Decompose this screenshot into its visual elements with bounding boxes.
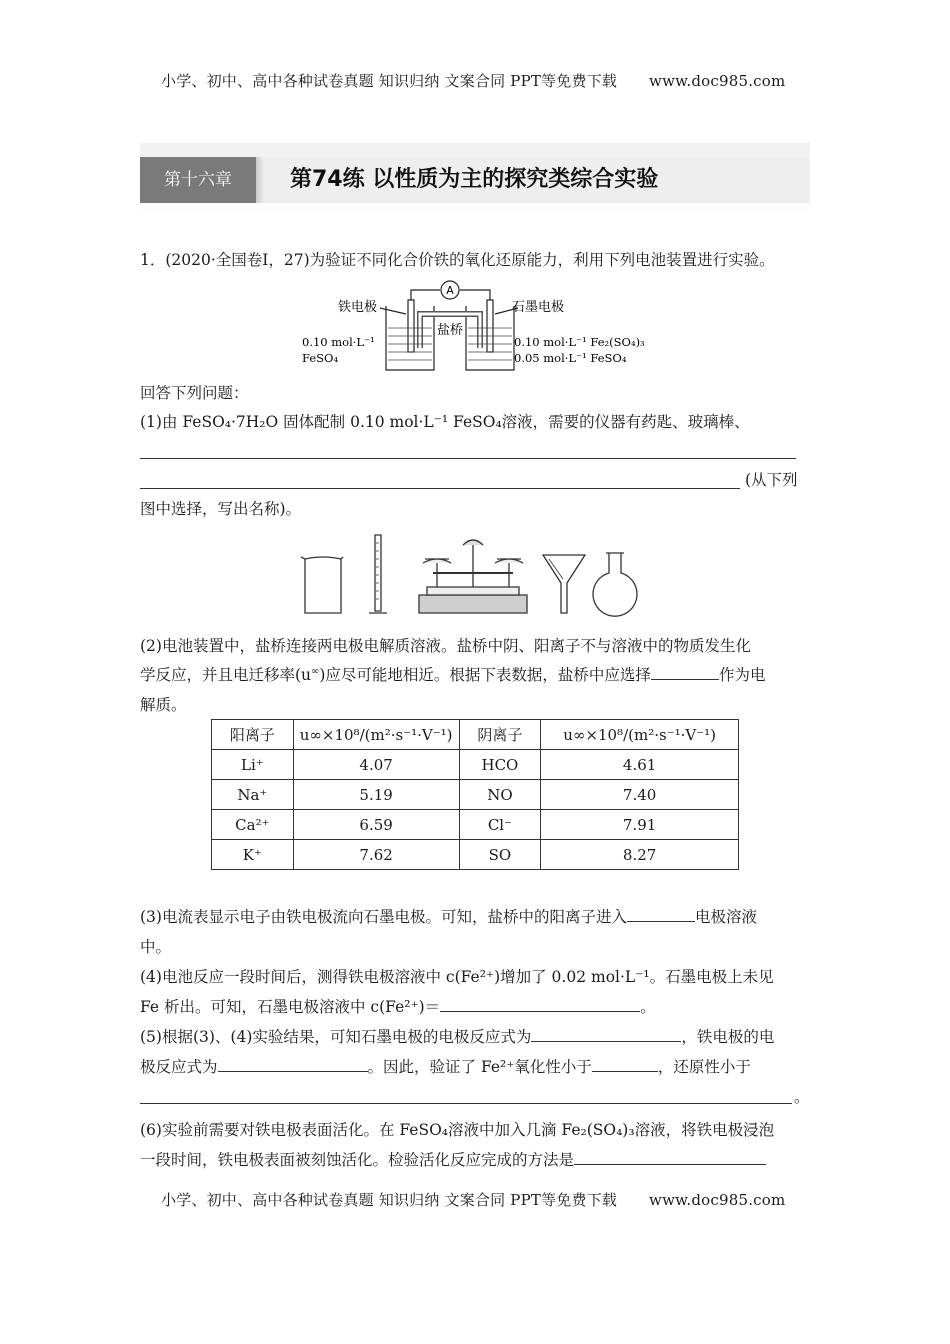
table-header-cell: 阳离子 (212, 720, 294, 750)
part5-end: 。 (794, 1088, 810, 1106)
table-row (212, 750, 739, 780)
table-cell: Li⁺ (212, 750, 294, 780)
part2-line1: (2)电池装置中，盐桥连接两电极电解质溶液。盐桥中阴、阳离子不与溶液中的物质发生化 (140, 637, 751, 655)
part4-end: 。 (640, 998, 656, 1016)
part6-text: 一段时间，铁电极表面被刻蚀活化。检验活化反应完成的方法是 (140, 1151, 575, 1169)
part2-line2: 学反应，并且电迁移率(u∞)应尽可能地相近。根据下表数据，盐桥中应选择 作为电 (140, 660, 765, 690)
table-row (212, 810, 739, 840)
part1-answer-blank-1[interactable] (140, 458, 796, 459)
part6-answer-blank[interactable] (574, 1146, 766, 1165)
graphite-electrode-label: 石墨电极 (512, 300, 565, 315)
part5-text-d: 。因此，验证了 Fe²⁺氧化性小于 (367, 1058, 592, 1076)
footer-text: 小学、初中、高中各种试卷真题 知识归纳 文案合同 PPT等免费下载 (161, 1191, 618, 1209)
table-header-row (212, 720, 739, 750)
part5-text-b: ，铁电极的电 (681, 1028, 775, 1046)
part6-line1: (6)实验前需要对铁电极表面活化。在 FeSO₄溶液中加入几滴 Fe₂(SO₄)₃溶液，将铁电极浸泡 (140, 1121, 775, 1139)
part6-line2 (140, 1145, 766, 1175)
instruments-figure (295, 533, 655, 618)
left-solution-name: FeSO₄ (302, 351, 339, 365)
part5-answer-blank-1[interactable] (531, 1023, 681, 1042)
part2-text-c: 作为电 (718, 666, 766, 684)
part4-line1: (4)电池反应一段时间后，测得铁电极溶液中 c(Fe²⁺)增加了 0.02 mol·L⁻¹。石墨电极上未见 (140, 968, 774, 986)
part2-text-b: )应尽可能地相近。根据下表数据，盐桥中应选择 (319, 666, 651, 684)
left-solution-conc: 0.10 mol·L⁻¹ (302, 335, 375, 349)
funnel-icon (543, 555, 585, 613)
part1-answer-blank-2[interactable] (140, 488, 740, 489)
table-cell: 6.59 (293, 810, 459, 840)
table-cell: 8.27 (541, 840, 739, 870)
footer-site[interactable]: www.doc985.com (649, 1191, 786, 1209)
table-cell: 5.19 (293, 780, 459, 810)
table-header-cell: u∞×10⁸/(m²·s⁻¹·V⁻¹) (293, 720, 459, 750)
part2-text-a: 学反应，并且电迁移率(u (140, 666, 312, 684)
table-header-cell: u∞×10⁸/(m²·s⁻¹·V⁻¹) (541, 720, 739, 750)
part4-text: Fe 析出。可知，石墨电极溶液中 c(Fe²⁺)＝ (140, 998, 441, 1016)
part1-line3: 图中选择，写出名称)。 (140, 500, 302, 518)
iron-electrode-label: 铁电极 (338, 300, 378, 315)
table-cell: Cl⁻ (459, 810, 541, 840)
part2-line3: 解质。 (140, 696, 187, 714)
page-footer (161, 1189, 785, 1210)
table-cell: 7.40 (541, 780, 739, 810)
part3-line1 (140, 902, 757, 932)
lesson-title: 第74练 以性质为主的探究类综合实验 (290, 167, 659, 192)
part2-answer-blank[interactable] (651, 661, 719, 680)
chapter-banner (140, 143, 810, 215)
header-site[interactable]: www.doc985.com (649, 72, 786, 90)
ion-mobility-table (211, 719, 739, 870)
table-cell: 4.61 (541, 750, 739, 780)
part5-line1 (140, 1022, 774, 1052)
right-solution-2: 0.05 mol·L⁻¹ FeSO₄ (514, 351, 627, 365)
part5-answer-blank-3[interactable] (592, 1053, 658, 1072)
salt-bridge-label: 盐桥 (436, 323, 464, 338)
part4-line2 (140, 992, 656, 1022)
table-row (212, 780, 739, 810)
graduated-cylinder-icon (369, 535, 387, 613)
part5-text-a: (5)根据(3)、(4)实验结果，可知石墨电极的电极反应式为 (140, 1028, 532, 1046)
answer-prompt: 回答下列问题： (140, 384, 249, 402)
table-cell: NO (459, 780, 541, 810)
right-solution-1: 0.10 mol·L⁻¹ Fe₂(SO₄)₃ (514, 335, 645, 349)
part3-text-a: (3)电流表显示电子由铁电极流向石墨电极。可知，盐桥中的阳离子进入 (140, 908, 627, 926)
battery-apparatus-figure (300, 278, 660, 378)
part3-text-b: 电极溶液 (694, 908, 757, 926)
part3-answer-blank[interactable] (627, 903, 695, 922)
balance-scale-icon (419, 540, 527, 613)
table-cell: 7.62 (293, 840, 459, 870)
beaker-icon (301, 557, 343, 613)
table-cell: 7.91 (541, 810, 739, 840)
table-cell: 4.07 (293, 750, 459, 780)
part1-line2-tail: (从下列 (745, 471, 798, 489)
part3-line2: 中。 (140, 938, 172, 956)
chapter-label: 第十六章 (140, 157, 256, 203)
table-header-cell: 阴离子 (459, 720, 541, 750)
part5-answer-blank-2[interactable] (218, 1053, 368, 1072)
round-bottom-flask-icon (593, 553, 637, 616)
table-cell: HCO (459, 750, 541, 780)
part5-text-c: 极反应式为 (140, 1058, 218, 1076)
part4-answer-blank[interactable] (440, 993, 640, 1012)
table-cell: K⁺ (212, 840, 294, 870)
table-cell: Na⁺ (212, 780, 294, 810)
part5-line2 (140, 1052, 751, 1082)
table-cell: Ca²⁺ (212, 810, 294, 840)
part5-answer-blank-4[interactable] (140, 1103, 792, 1104)
ammeter-label: A (446, 284, 454, 297)
header-text: 小学、初中、高中各种试卷真题 知识归纳 文案合同 PPT等免费下载 (161, 72, 618, 90)
page-header (161, 70, 785, 91)
table-row (212, 840, 739, 870)
part5-text-e: ，还原性小于 (657, 1058, 751, 1076)
part1-line1: (1)由 FeSO₄·7H₂O 固体配制 0.10 mol·L⁻¹ FeSO₄溶液，需要的仪器有药匙、玻璃棒、 (140, 413, 750, 431)
table-cell: SO (459, 840, 541, 870)
question-intro: 1．(2020·全国卷Ⅰ，27)为验证不同化合价铁的氧化还原能力，利用下列电池装置进行实验。 (140, 251, 775, 269)
